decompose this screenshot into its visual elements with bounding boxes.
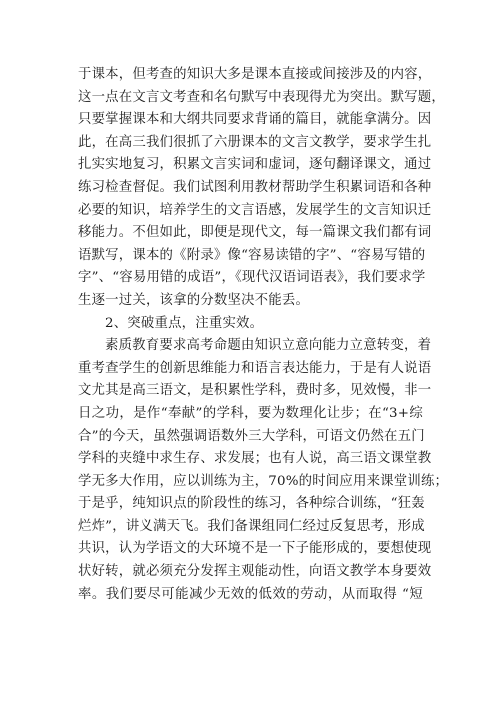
body-line: 重考查学生的创新思维能力和语言表达能力，于是有人说语 <box>78 360 432 376</box>
body-line: 生逐一过关，该拿的分数坚决不能丢。 <box>78 292 310 308</box>
body-line: 字”、“容易用错的成语”，《现代汉语词语表》，我们要求学 <box>78 270 426 286</box>
body-line: 练习检查督促。我们试图利用教材帮助学生积累词语和各种 <box>78 179 432 195</box>
body-line: 合”的今天，虽然强调语数外三大学科，可语文仍然在五门 <box>78 428 425 444</box>
body-line: 移能力。不但如此，即便是现代文，每一篇课文我们都有词 <box>78 225 432 241</box>
body-line: 这一点在文言文考查和名句默写中表现得尤为突出。默写题， <box>78 89 445 105</box>
body-line: 于是乎，纯知识点的阶段性的练习，各种综合训练，“狂轰 <box>78 496 425 512</box>
body-line: 共识，认为学语文的大环境不是一下子能形成的，要想使现 <box>78 541 432 557</box>
body-line: 状好转，就必须充分发挥主观能动性，向语文教学本身要效 <box>78 564 432 580</box>
document-body <box>78 64 449 606</box>
body-line: 此，在高三我们很抓了六册课本的文言文教学，要求学生扎 <box>78 134 432 150</box>
body-line: 文尤其是高三语文，是积累性学科，费时多，见效慢，非一 <box>78 383 432 399</box>
body-line: 学科的夹缝中求生存、求发展；也有人说，高三语文课堂教 <box>78 451 432 467</box>
body-line: 只要掌握课本和大纲共同要求背诵的篇目，就能拿满分。因 <box>78 112 432 128</box>
body-line: 烂炸”，讲义满天飞。我们备课组同仁经过反复思考，形成 <box>78 518 425 534</box>
body-line: 于课本，但考查的知识大多是课本直接或间接涉及的内容， <box>78 67 432 82</box>
body-line: 扎实实地复习，积累文言实词和虚词，逐句翻译课文，通过 <box>78 157 432 173</box>
body-line: 语默写，课本的《附录》像“容易读错的字”、“容易写错的 <box>78 247 426 263</box>
body-line: 率。我们要尽可能减少无效的低效的劳动，从而取得 “短 <box>78 586 423 602</box>
section-heading: 2、突破重点，注重实效。 <box>105 315 264 331</box>
body-line: 必要的知识，培养学生的文言语感，发展学生的文言知识迁 <box>78 202 432 218</box>
body-line: 学无多大作用，应以训练为主，70%的时间应用来课堂训练； <box>78 473 449 489</box>
body-line: 日之功，是作“奉献”的学科，要为数理化让步；在“3+综 <box>78 405 423 421</box>
body-line: 素质教育要求高考命题由知识立意向能力立意转变，着 <box>105 338 432 354</box>
